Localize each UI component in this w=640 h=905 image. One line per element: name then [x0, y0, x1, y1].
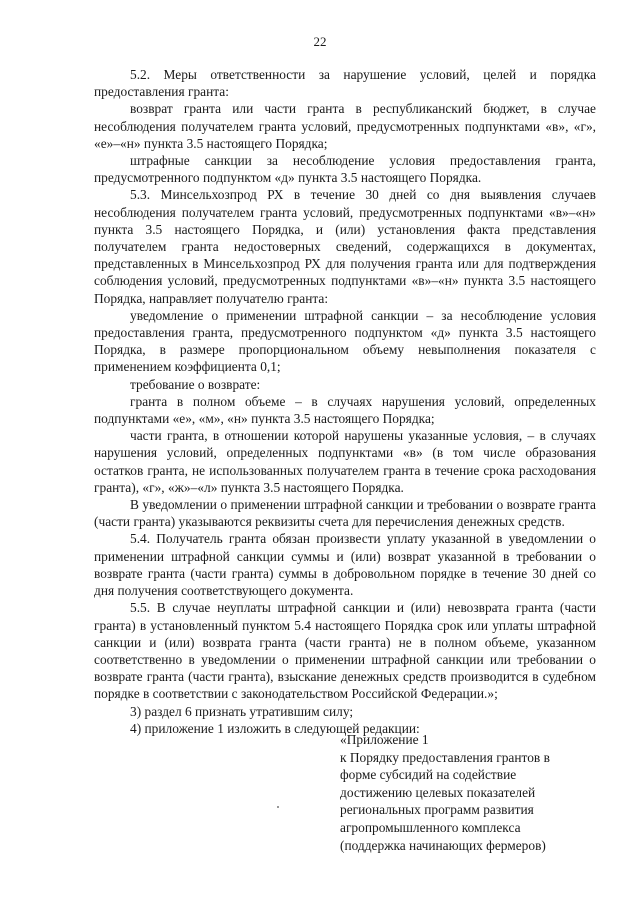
document-body	[94, 66, 596, 737]
appendix-line: «Приложение 1	[340, 732, 429, 747]
appendix-line: достижению целевых показателей	[340, 784, 536, 800]
paragraph-item-3: 3) раздел 6 признать утратившим силу;	[130, 703, 354, 719]
paragraph-full-return: гранта в полном объеме – в случаях нарушения условий, определенных подпунктами «е», «м», «н» пункта 3.5 настоящего Порядка;	[94, 393, 596, 427]
paragraph-item-4: 4) приложение 1 изложить в следующей редакции:	[130, 720, 420, 736]
appendix-line: форме субсидий на содействие	[340, 767, 517, 783]
paragraph-5-2: 5.2. Меры ответственности за нарушение условий, целей и порядка предоставления гранта:	[94, 67, 596, 100]
page-number: 22	[313, 34, 327, 49]
paragraph-5-3: 5.3. Минсельхозпрод РХ в течение 30 дней со дня выявления случаев несоблюдения получателем гранта условий, предусмотренных подпунктами «в»–«н» пункта 3.5 настоящего Порядка, и (или) установления факта представления получателем гранта недостоверных сведений, содержащихся в документах, представленных в Минсельхозпрод РХ для получения гранта или для подтверждения соблюдения условий, предусмотренных подпунктами «в»–«н» пункта 3.5 настоящего Порядка, направляет получателю гранта:	[94, 187, 596, 306]
paragraph-grant-return: возврат гранта или части гранта в республиканский бюджет, в случае несоблюдения получателем гранта условий, предусмотренных подпунктами «в», «г», «е»–«н» пункта 3.5 настоящего Порядка;	[94, 101, 596, 151]
scan-speck	[277, 806, 279, 808]
appendix-line: к Порядку предоставления грантов в	[340, 749, 550, 765]
appendix-heading	[340, 731, 600, 854]
paragraph-5-5: 5.5. В случае неуплаты штрафной санкции и (или) невозврата гранта (части гранта) в установленный пунктом 5.4 настоящего Порядка срок или уплаты штрафной санкции и (или) возврата гранта (части гранта) не в полном объеме, указанном соответственно в уведомлении о применении штрафной санкции или требовании о возврате гранта (части гранта), взыскание денежных средств производится в судебном порядке в соответствии с законодательством Российской Федерации.»;	[94, 600, 596, 702]
appendix-line: агропромышленного комплекса	[340, 819, 521, 835]
paragraph-5-4: 5.4. Получатель гранта обязан произвести уплату указанной в уведомлении о применении штрафной санкции суммы и (или) возврат указанной в требовании о возврате гранта (части гранта) суммы в добровольном порядке в течение 30 дней со дня получения соответствующего документа.	[94, 531, 596, 599]
appendix-line: региональных программ развития	[340, 802, 534, 818]
appendix-line: (поддержка начинающих фермеров)	[340, 837, 546, 853]
paragraph-return-demand: требование о возврате:	[130, 376, 261, 392]
paragraph-penalties: штрафные санкции за несоблюдение условия предоставления гранта, предусмотренного подпунктом «д» пункта 3.5 настоящего Порядка.	[94, 153, 596, 186]
paragraph-account-details: В уведомлении о применении штрафной санкции и требовании о возврате гранта (части гранта) указываются реквизиты счета для перечисления денежных средств.	[94, 497, 596, 530]
paragraph-penalty-notice: уведомление о применении штрафной санкции – за несоблюдение условия предоставления гранта, предусмотренного подпунктом «д» пункта 3.5 настоящего Порядка, в размере пропорциональном объему невыполнения показателя с применением коэффициента 0,1;	[94, 307, 596, 375]
paragraph-partial-return: части гранта, в отношении которой нарушены указанные условия, – в случаях нарушения условий, определенных подпунктами «в» (в том числе образования остатков гранта, не использованных получателем гранта в течение срока расходования гранта), «г», «ж»–«л» пункта 3.5 настоящего Порядка.	[94, 428, 596, 495]
